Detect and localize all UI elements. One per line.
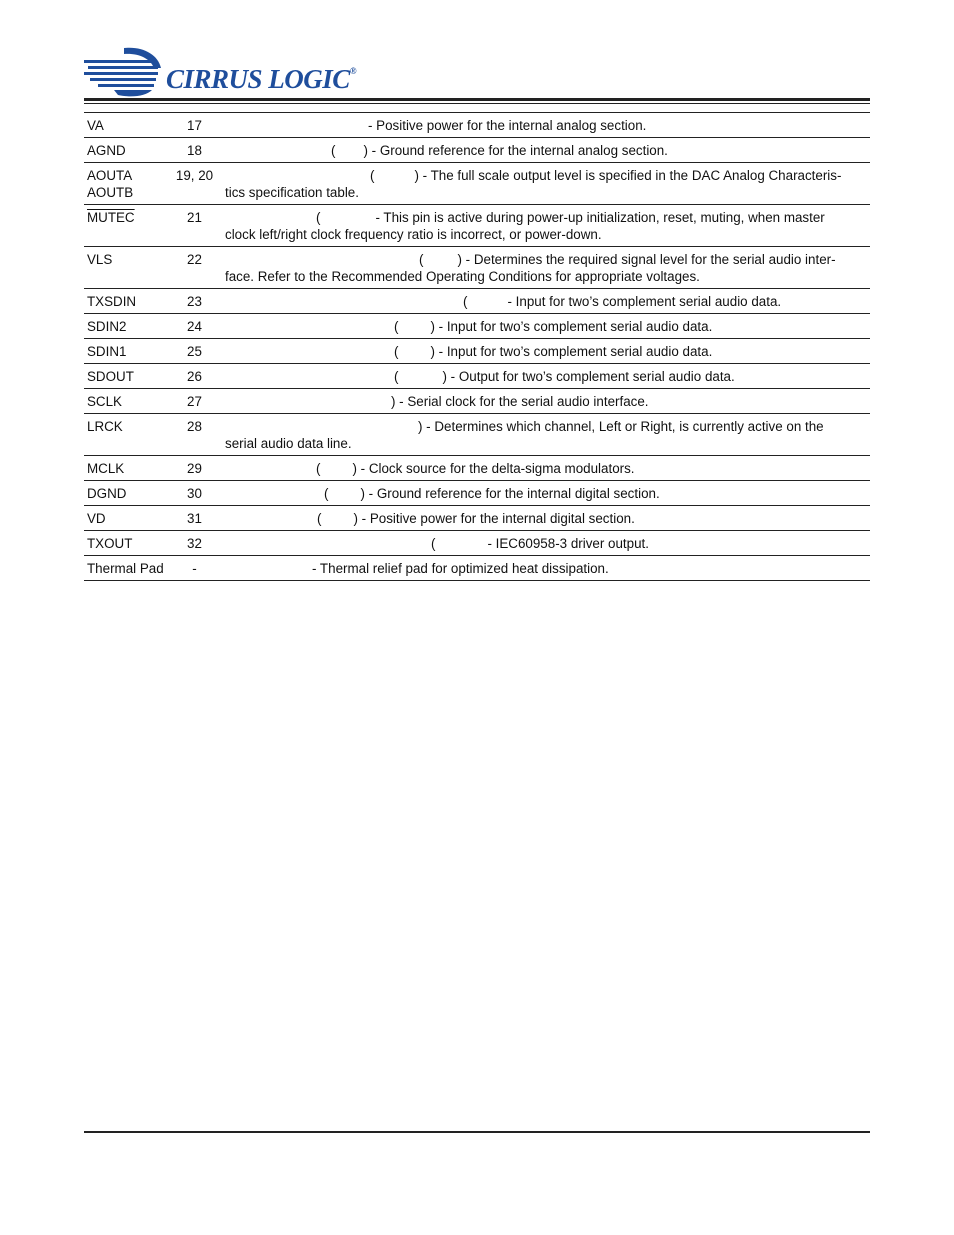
pin-number: 30 [167, 481, 222, 506]
pin-description: ( ) - Output for two’s complement serial audio data. [222, 364, 870, 389]
pin-number: 17 [167, 113, 222, 138]
pin-description: ( ) - The full scale output level is specified in the DAC Analog Characteris- tics specification table. [222, 163, 870, 205]
footer-rule [84, 1131, 870, 1133]
header-rule [84, 98, 870, 101]
table-row [84, 247, 870, 289]
pin-name: VD [84, 506, 167, 531]
pin-name: VLS [84, 247, 167, 289]
table-row [84, 414, 870, 456]
cirrus-swoosh-icon [84, 46, 164, 98]
table-row [84, 389, 870, 414]
pin-number: 23 [167, 289, 222, 314]
pin-name: MCLK [84, 456, 167, 481]
pin-description: ) - Determines which channel, Left or Right, is currently active on the serial audio data line. [222, 414, 870, 456]
table-row [84, 113, 870, 138]
pin-name: AGND [84, 138, 167, 163]
table-row [84, 163, 870, 205]
pin-description: ( - This pin is active during power-up initialization, reset, muting, when master clock left/right clock frequency ratio is incorrect, or power-down. [222, 205, 870, 247]
pin-description: ( - IEC60958-3 driver output. [222, 531, 870, 556]
registered-mark: ® [349, 66, 357, 76]
pin-name: TXOUT [84, 531, 167, 556]
pin-name: AOUTA AOUTB [84, 163, 167, 205]
table-row [84, 481, 870, 506]
pin-description: ( ) - Positive power for the internal digital section. [222, 506, 870, 531]
pin-description: - Thermal relief pad for optimized heat dissipation. [222, 556, 870, 581]
pin-description: ( ) - Ground reference for the internal analog section. [222, 138, 870, 163]
pin-name: SDIN2 [84, 314, 167, 339]
pin-number: 22 [167, 247, 222, 289]
pin-name: MUTEC [84, 205, 167, 247]
header-rule-thin [84, 103, 870, 104]
pin-number: 27 [167, 389, 222, 414]
logo-text: CIRRUS LOGIC® [166, 64, 357, 94]
pin-number: 18 [167, 138, 222, 163]
pin-number: 26 [167, 364, 222, 389]
pin-name: LRCK [84, 414, 167, 456]
pin-description: ( ) - Input for two’s complement serial audio data. [222, 314, 870, 339]
pin-number: 29 [167, 456, 222, 481]
table-row [84, 138, 870, 163]
pin-number: - [167, 556, 222, 581]
table-row [84, 556, 870, 581]
pin-name: DGND [84, 481, 167, 506]
pin-description: ( - Input for two’s complement serial audio data. [222, 289, 870, 314]
table-row [84, 456, 870, 481]
pin-name: SDIN1 [84, 339, 167, 364]
pin-description: ( ) - Clock source for the delta-sigma modulators. [222, 456, 870, 481]
pin-description: - Positive power for the internal analog section. [222, 113, 870, 138]
pin-number: 25 [167, 339, 222, 364]
pin-description: ( ) - Determines the required signal level for the serial audio inter- face. Refer to the Recommended Operating Conditions for appropriate voltages. [222, 247, 870, 289]
pin-name: SCLK [84, 389, 167, 414]
pin-description: ) - Serial clock for the serial audio interface. [222, 389, 870, 414]
pin-number: 28 [167, 414, 222, 456]
pin-name: Thermal Pad [84, 556, 167, 581]
cirrus-logic-logo [84, 46, 357, 98]
table-row [84, 289, 870, 314]
pin-description: ( ) - Input for two’s complement serial audio data. [222, 339, 870, 364]
pin-description: ( ) - Ground reference for the internal digital section. [222, 481, 870, 506]
pin-name: TXSDIN [84, 289, 167, 314]
pin-name: SDOUT [84, 364, 167, 389]
table-row [84, 314, 870, 339]
pin-number: 32 [167, 531, 222, 556]
pin-name: VA [84, 113, 167, 138]
pin-description-table [84, 112, 870, 581]
table-row [84, 506, 870, 531]
pin-number: 21 [167, 205, 222, 247]
table-row [84, 205, 870, 247]
pin-number: 31 [167, 506, 222, 531]
table-row [84, 339, 870, 364]
table-row [84, 364, 870, 389]
pin-number: 24 [167, 314, 222, 339]
table-row [84, 531, 870, 556]
pin-number: 19, 20 [167, 163, 222, 205]
